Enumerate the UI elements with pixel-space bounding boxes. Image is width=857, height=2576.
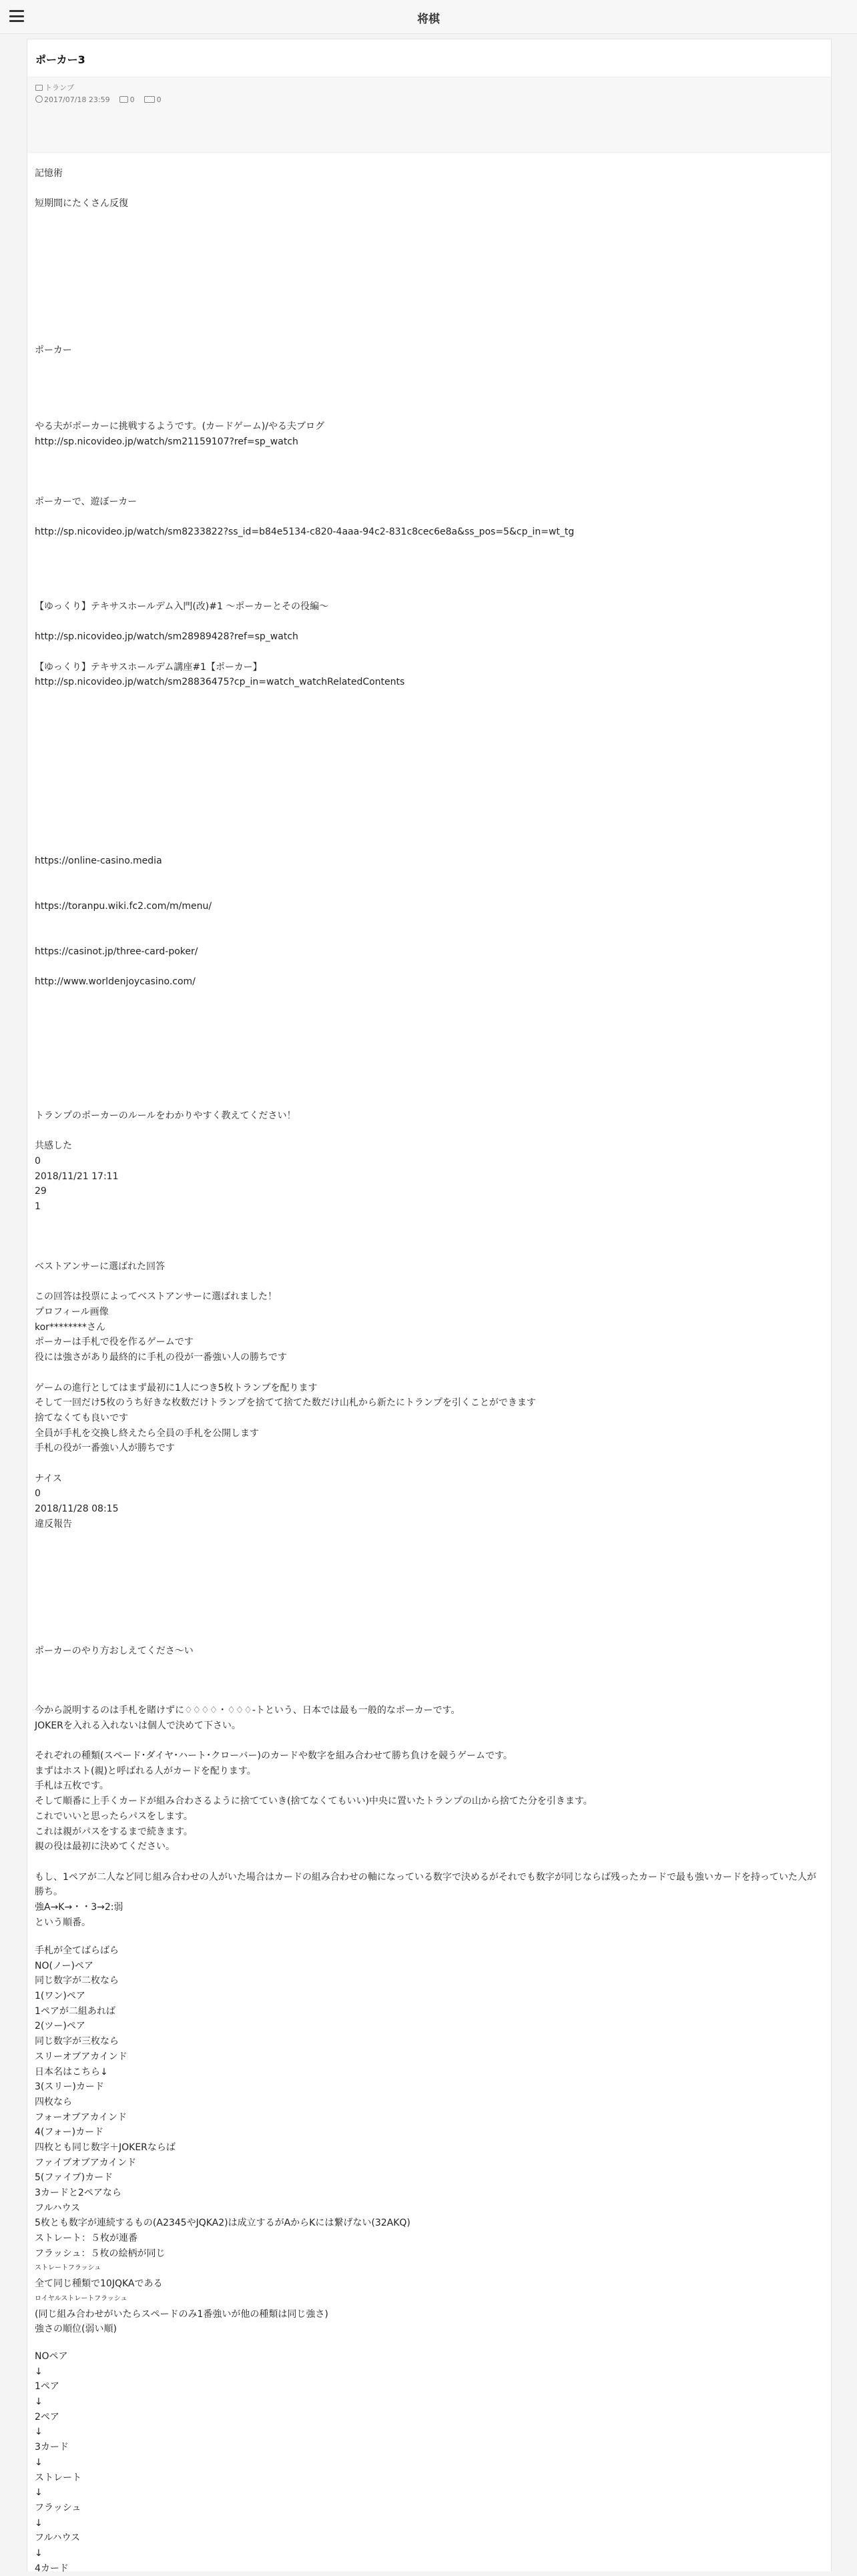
hand-line-small: ロイヤルストレートフラッシュ: [35, 2294, 127, 2302]
answer-date: 2018/11/28 08:15: [35, 1504, 119, 1514]
question-count-29: 29: [35, 1186, 47, 1197]
category-label: トランプ: [45, 83, 74, 92]
article-body: [35, 166, 128, 212]
order-line: 4カード: [35, 2563, 69, 2574]
explanation-line: 親の役は最初に決めてください。: [35, 1841, 175, 1853]
order-line: 2ペア: [35, 2411, 59, 2423]
nice-button[interactable]: ナイス: [35, 1473, 62, 1484]
hand-line: ファイブオブアカインド: [35, 2157, 137, 2168]
answer-line: 捨てなくても良いです: [35, 1412, 128, 1423]
link-online-casino[interactable]: https://online-casino.media: [35, 856, 162, 866]
hand-line: 3カードと2ペアなら: [35, 2188, 121, 2198]
hands-section: [35, 1943, 410, 2337]
question-title: トランプのポーカーのルールをわかりやすく教えてください！: [35, 1110, 296, 1121]
hand-line: ストレート：５枚が連番: [35, 2233, 137, 2244]
hand-line-small: ストレートフラッシュ: [35, 2264, 101, 2272]
order-arrow: ↓: [35, 2457, 43, 2468]
hand-line: 4(フォー)カード: [35, 2127, 104, 2138]
answer-line: そして一回だけ5枚のうち好きな枚数だけトランプを捨てて捨てた数だけ山札から新たにトランプを引くことができます: [35, 1397, 536, 1409]
hand-line: 日本名はこちら↓: [35, 2066, 108, 2077]
explanation-line: 今から説明するのは手札を賭けずに♢♢♢♢・♢♢♢-トという、日本では最も一般的なポーカーです。: [35, 1705, 461, 1716]
order-line: フルハウス: [35, 2533, 81, 2544]
nice-count: 0: [35, 1488, 41, 1500]
hand-line: NO(ノー)ペア: [35, 1960, 93, 1971]
hand-line: フルハウス: [35, 2202, 81, 2214]
hand-line: 5枚とも数字が連続するもの(A2345やJQKA2)は成立するがAからKには繋げない(32AKQ): [35, 2218, 410, 2229]
question-section: [35, 1108, 296, 1215]
yukkuri-section: [35, 599, 404, 690]
hand-line: 3(スリー)カード: [35, 2081, 104, 2093]
explanation-line: これは親がパスをするまで続きます。: [35, 1826, 193, 1837]
link-nicovideo-4[interactable]: http://sp.nicovideo.jp/watch/sm28836475?cp_in=watch_watchRelatedContents: [35, 677, 405, 688]
post-meta-row: [35, 95, 162, 104]
line-yarikata: ポーカーのやり方おしえてくださ〜い: [35, 1646, 194, 1656]
explanation-line: JOKERを入れる入れないは個人で決めて下さい。: [35, 1720, 241, 1731]
answer-line: ゲームの進行としてはまず最初に1人につき5枚トランプを配ります: [35, 1382, 318, 1393]
hand-line: 1(ワン)ペア: [35, 1991, 85, 2002]
best-answer-head: ベストアンサーに選ばれた回答: [35, 1261, 166, 1272]
explanation-section: [35, 1703, 816, 1930]
order-arrow: ↓: [35, 2517, 43, 2529]
poker-section: [35, 343, 72, 358]
hand-line: スリーオブアカインド: [35, 2051, 127, 2062]
link-toranpu-wiki[interactable]: https://toranpu.wiki.fc2.com/m/menu/: [35, 901, 212, 912]
order-line: 3カード: [35, 2442, 69, 2453]
link-casinot[interactable]: https://casinot.jp/three-card-poker/: [35, 946, 198, 957]
yaruo-section: [35, 419, 324, 449]
hand-line: 手札が全てばらばら: [35, 1945, 119, 1956]
question-empathy-count: 0: [35, 1156, 41, 1167]
order-line: ストレート: [35, 2472, 81, 2483]
link-nicovideo-3[interactable]: http://sp.nicovideo.jp/watch/sm28989428?ref=sp_watch: [35, 631, 298, 643]
link-nicovideo-1[interactable]: http://sp.nicovideo.jp/watch/sm21159107?ref=sp_watch: [35, 436, 298, 447]
post-date: 2017/07/18 23:59: [44, 95, 110, 104]
question-count-1: 1: [35, 1201, 41, 1213]
report-link[interactable]: 違反報告: [35, 1518, 72, 1530]
line-kiokujutsu: 記憶術: [35, 168, 63, 179]
toranpu-link: [35, 899, 212, 914]
hand-line: (同じ組み合わせがいたらスペードのみ1番強いが他の種類は同じ強さ): [35, 2308, 328, 2320]
post-meta: [27, 77, 831, 153]
explanation-line: まずはホスト(親)と呼ばれる人がカードを配ります。: [35, 1765, 256, 1777]
explanation-line: 手札は五枚です。: [35, 1781, 109, 1792]
order-line: NOペア: [35, 2351, 68, 2362]
asobu-section: [35, 495, 574, 540]
line-yukkuri-1: 【ゆっくり】テキサスホールデム入門(改)#1 〜ポーカーとその役編〜: [35, 601, 329, 612]
line-tankiiki: 短期間にたくさん反復: [35, 198, 128, 210]
hand-line: フォーオブアカインド: [35, 2112, 127, 2123]
line-yukkuri-2: 【ゆっくり】テキサスホールデム講座#1【ポーカー】: [35, 661, 262, 673]
best-answer-profile: プロフィール画像: [35, 1307, 109, 1318]
folder-icon: [35, 85, 43, 91]
best-answer-section: [35, 1259, 536, 1532]
best-answer-vote: この回答は投票によってベストアンサーに選ばれました！: [35, 1291, 278, 1303]
explanation-line: という順番。: [35, 1917, 91, 1928]
top-bar: [0, 0, 857, 34]
answer-line: 手札の役が一番強い人が勝ちです: [35, 1443, 175, 1454]
order-line: フラッシュ: [35, 2502, 81, 2513]
answer-line: 全員が手札を交換し終えたら全員の手札を公開します: [35, 1427, 259, 1439]
explanation-line: それぞれの種類(スペード･ダイヤ･ハート･クローバー)のカードや数字を組み合わせて勝ち負けを競うゲームです。: [35, 1750, 513, 1762]
hand-line: 四枚なら: [35, 2096, 72, 2108]
line-poker-head: ポーカー: [35, 345, 72, 356]
casino-links: [35, 854, 162, 869]
hand-line: フラッシュ：５枚の絵柄が同じ: [35, 2248, 166, 2259]
hand-line: 強さの順位(弱い順): [35, 2324, 117, 2335]
site-title[interactable]: 将棋: [417, 13, 440, 26]
link-nicovideo-2[interactable]: http://sp.nicovideo.jp/watch/sm8233822?ss_id=b84e5134-c820-4aaa-94c2-831c8cec6e8a&ss_pos=5&cp_in=wt_tg: [35, 527, 575, 538]
ranking-order: [35, 2349, 81, 2576]
best-answer-user[interactable]: kor********さん: [35, 1321, 105, 1333]
line-link1-text: やる夫がポーカーに挑戦するようです。(カードゲーム)/やる夫ブログ: [35, 421, 324, 432]
trackback-icon[interactable]: [144, 96, 155, 103]
trackback-count[interactable]: 0: [156, 95, 162, 104]
explanation-line: 強A→K→・・3→2:弱: [35, 1901, 123, 1913]
order-arrow: ↓: [35, 2396, 43, 2408]
hand-line: 1ペアが二組あれば: [35, 2005, 115, 2017]
hand-line: 同じ数字が三枚なら: [35, 2036, 119, 2047]
post-title[interactable]: ポーカー3: [35, 53, 85, 66]
order-arrow: ↓: [35, 2547, 43, 2559]
explanation-line: これでいいと思ったらパスをします。: [35, 1811, 193, 1822]
explanation-line: もし、1ペアが二人など同じ組み合わせの人がいた場合はカードの組み合わせの軸になっている数字で決めるがそれでも数字が同じならば残ったカードで最も強いカードを持っていた人が: [35, 1871, 816, 1883]
order-arrow: ↓: [35, 2427, 43, 2438]
post-category[interactable]: [35, 82, 74, 93]
line-asobu: ポーカーで、遊ぼーカー: [35, 497, 137, 507]
explanation-line: そして順番に上手くカードが組み合わさるように捨てていき(捨てなくてもいい)中央に置いたトランプの山から捨てた分を引きます。: [35, 1796, 593, 1807]
order-line: 1ペア: [35, 2381, 59, 2392]
explanation-line: 勝ち。: [35, 1887, 63, 1898]
comment-icon[interactable]: [119, 96, 128, 103]
link-worldenjoy[interactable]: http://www.worldenjoycasino.com/: [35, 976, 196, 988]
order-arrow: ↓: [35, 2366, 43, 2377]
casinot-link: [35, 944, 198, 990]
yarikata-section: [35, 1644, 194, 1659]
order-arrow: ↓: [35, 2487, 43, 2499]
question-date: 2018/11/21 17:11: [35, 1171, 119, 1182]
hand-line: 四枚とも同じ数字＋JOKERならば: [35, 2142, 176, 2153]
comment-count[interactable]: 0: [129, 95, 135, 104]
clock-icon: [35, 95, 43, 103]
answer-line: ポーカーは手札で役を作るゲームです: [35, 1337, 194, 1348]
hand-line: 5(ファイブ)カード: [35, 2172, 113, 2184]
hand-line: 同じ数字が二枚なら: [35, 1975, 119, 1987]
hand-line: 2(ツー)ペア: [35, 2021, 85, 2032]
answer-line: 役には強さがあり最終的に手札の役が一番強い人の勝ちです: [35, 1352, 287, 1363]
hand-line: 全て同じ種類で10JQKAである: [35, 2278, 163, 2290]
question-empathy[interactable]: 共感した: [35, 1141, 72, 1152]
